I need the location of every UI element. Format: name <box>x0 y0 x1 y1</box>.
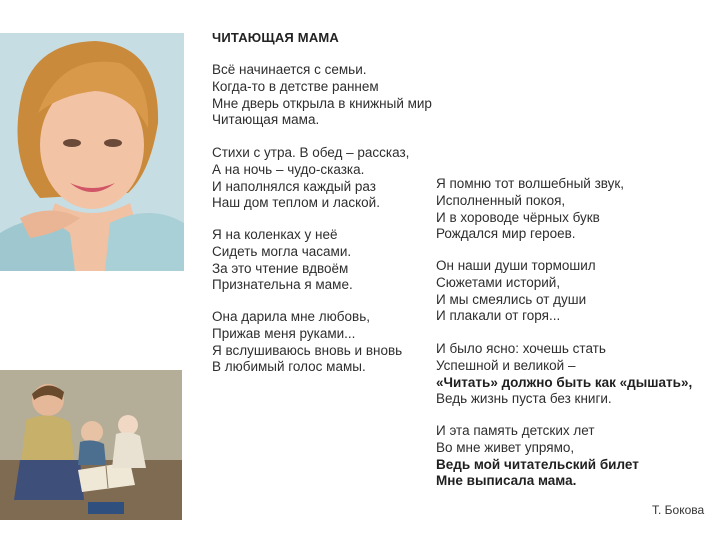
poem-line: И плакали от горя... <box>436 308 561 324</box>
poem-line: Мне выписала мама. <box>436 473 577 489</box>
poem-line: В любимый голос мамы. <box>212 359 366 375</box>
stanza-left-3 <box>212 227 353 294</box>
poem-line: Успешной и великой – <box>436 357 576 373</box>
stanza-left-2 <box>212 145 409 212</box>
portrait-photo <box>0 33 184 271</box>
poem-line: Он наши души тормошил <box>436 258 596 273</box>
poem-line: И в хороводе чёрных букв <box>436 209 600 225</box>
girl-reading-painting-image <box>0 370 182 520</box>
poem-title: ЧИТАЮЩАЯ МАМА <box>212 30 340 45</box>
poem-line: И мы смеялись от души <box>436 291 587 307</box>
poem-line: Всё начинается с семьи. <box>212 62 367 77</box>
poem-line: И было ясно: хочешь стать <box>436 341 606 356</box>
poem-line: И эта память детских лет <box>436 423 595 438</box>
poem-line: Рождался мир героев. <box>436 226 576 242</box>
poem-line: Читающая мама. <box>212 112 320 128</box>
poem-line: Я на коленках у неё <box>212 227 338 242</box>
poem-line: Она дарила мне любовь, <box>212 309 370 324</box>
poem-line: Когда-то в детстве раннем <box>212 78 379 94</box>
poem-line: Стихи с утра. В обед – рассказ, <box>212 145 410 160</box>
stanza-right-4 <box>436 423 639 490</box>
poem-line: Сюжетами историй, <box>436 274 561 290</box>
poem-line: Ведь мой читательский билет <box>436 456 639 472</box>
poem-line: И наполнялся каждый раз <box>212 178 376 194</box>
poem-line: «Читать» должно быть как «дышать», <box>436 374 693 390</box>
poem-line: Во мне живет упрямо, <box>436 439 575 455</box>
poem-line: Ведь жизнь пуста без книги. <box>436 391 612 407</box>
stanza-left-4 <box>212 309 402 376</box>
portrait-woman-image <box>0 33 184 271</box>
poem-author: Т. Бокова <box>652 503 705 517</box>
stanza-right-3 <box>436 341 692 408</box>
stanza-left-1 <box>212 62 432 129</box>
children-reading-photo <box>0 370 182 520</box>
poem-line: Я вслушиваюсь вновь и вновь <box>212 342 403 358</box>
poem-line: Прижав меня руками... <box>212 325 356 341</box>
poem-line: Признательна я маме. <box>212 277 353 293</box>
poem-line: Исполненный покоя, <box>436 192 566 208</box>
stanza-right-1 <box>436 176 624 243</box>
poem-line: За это чтение вдвоём <box>212 260 349 276</box>
poem-line: А на ночь – чудо-сказка. <box>212 161 365 177</box>
poem-line: Сидеть могла часами. <box>212 243 352 259</box>
poem-line: Мне дверь открыла в книжный мир <box>212 95 432 111</box>
poem-line: Я помню тот волшебный звук, <box>436 176 625 191</box>
poem-line: Наш дом теплом и лаской. <box>212 195 380 211</box>
stanza-right-2 <box>436 258 596 325</box>
